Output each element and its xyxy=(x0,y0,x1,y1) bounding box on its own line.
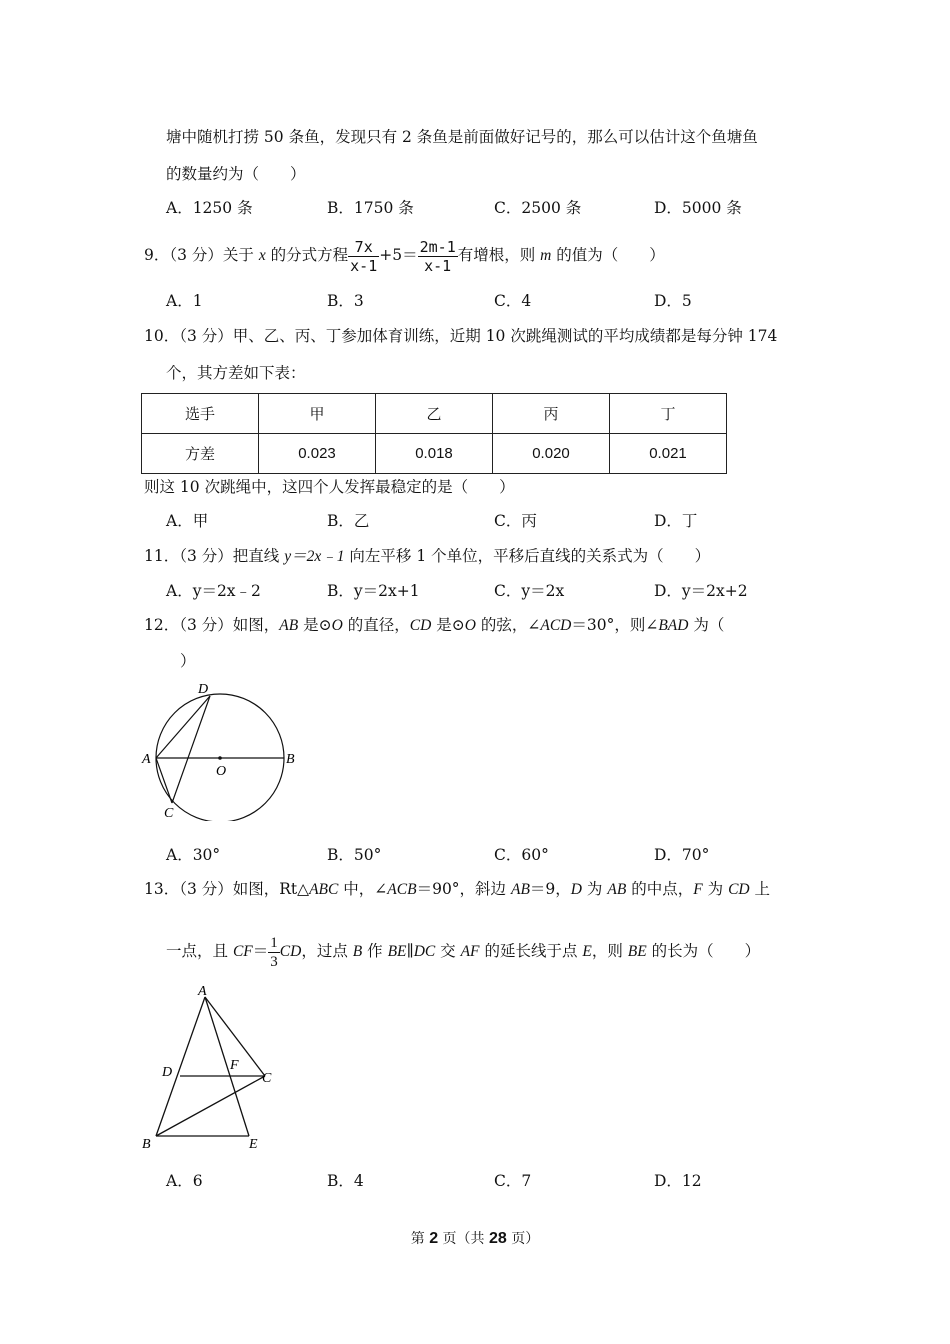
table-cell: 甲 xyxy=(259,394,376,434)
q13-var: CF xyxy=(232,943,253,960)
q11-option-b: B．y＝2x+1 xyxy=(327,582,420,600)
q11-option-a: A．y＝2x﹣2 xyxy=(166,582,261,600)
q12-text: ＝30°，则∠ xyxy=(571,616,659,634)
circle-figure xyxy=(138,676,308,821)
q10-option-c: C．丙 xyxy=(494,512,537,530)
q13-var: AB xyxy=(607,881,627,898)
total-pages: 28 xyxy=(489,1230,507,1247)
q13-text: 的中点， xyxy=(626,880,694,898)
table-header-row xyxy=(142,394,727,434)
q10-after-table: 则这 10 次跳绳中，这四个人发挥最稳定的是（ ） xyxy=(144,478,515,496)
q9-option-a: A．1 xyxy=(166,292,203,310)
q13-text: 一点，且 xyxy=(166,942,233,960)
q12-var: O xyxy=(331,617,343,634)
q11-prefix: 11．（3 分）把直线 xyxy=(144,547,285,565)
table-cell: 0.020 xyxy=(493,434,610,474)
q13-var: DC xyxy=(413,943,436,960)
q13-var: F xyxy=(693,881,703,898)
q11-stem xyxy=(144,545,710,568)
table-cell: 0.021 xyxy=(610,434,727,474)
label-c: C xyxy=(262,1071,272,1086)
q13-text: 为 xyxy=(582,880,608,898)
q13-var: CD xyxy=(279,943,302,960)
q9-plus5: +5＝ xyxy=(379,246,418,264)
q12-option-c: C．60° xyxy=(494,846,549,864)
q10-option-b: B．乙 xyxy=(327,512,370,530)
table-cell: 0.018 xyxy=(376,434,493,474)
segment-ae xyxy=(205,997,249,1136)
q12-text: 为（ xyxy=(688,616,725,634)
q13-option-b: B．4 xyxy=(327,1172,364,1190)
q9-fraction-1 xyxy=(348,238,379,275)
triangle-figure xyxy=(138,980,288,1155)
q13-var: ACB xyxy=(387,881,417,898)
q9-frac1-numerator: 7x xyxy=(348,238,379,257)
q13-text: ＝90°，斜边 xyxy=(416,880,511,898)
label-b: B xyxy=(142,1137,151,1152)
q10-option-a: A．甲 xyxy=(166,512,209,530)
q13-var: AF xyxy=(460,943,480,960)
q13-var: ABC xyxy=(309,881,339,898)
q9-fraction-2 xyxy=(418,238,458,275)
q13-var: BE xyxy=(387,943,407,960)
q12-option-a: A．30° xyxy=(166,846,221,864)
q9-suffix-a: 有增根，则 xyxy=(457,246,541,264)
label-f: F xyxy=(230,1058,239,1073)
q9-option-b: B．3 xyxy=(327,292,364,310)
q9-frac2-denominator: x-1 xyxy=(424,256,452,275)
q12-var: CD xyxy=(409,617,432,634)
q13-var: B xyxy=(352,943,363,960)
q13-text: ∥ xyxy=(406,942,414,960)
q13-var: BE xyxy=(627,943,647,960)
q13-option-d: D．12 xyxy=(654,1172,702,1190)
q13-text: ＝ xyxy=(252,942,269,960)
q8-option-d: D．5000 条 xyxy=(654,199,742,217)
q11-equation: y＝2x﹣1 xyxy=(284,548,345,565)
q11-suffix: 向左平移 1 个单位，平移后直线的关系式为（ ） xyxy=(344,547,711,565)
q12-text: 的弦，∠ xyxy=(475,616,541,634)
table-cell: 丁 xyxy=(610,394,727,434)
q13-var: CD xyxy=(728,881,750,898)
segment-bc xyxy=(156,1076,265,1136)
q13-text: 的延长线于点 xyxy=(479,942,583,960)
q12-text: 12．（3 分）如图， xyxy=(144,616,280,634)
page-number: 2 xyxy=(429,1230,439,1247)
q12-text: 的直径， xyxy=(342,616,410,634)
q13-text: 交 xyxy=(435,942,461,960)
q13-text: 中，∠ xyxy=(338,880,388,898)
q12-option-b: B．50° xyxy=(327,846,382,864)
q9-var-x: x xyxy=(258,247,266,264)
q13-line2 xyxy=(166,929,760,974)
q13-text: ，过点 xyxy=(301,942,353,960)
q9-prefix: 9．（3 分）关于 xyxy=(144,246,259,264)
footer-text: 页） xyxy=(506,1231,540,1247)
center-point xyxy=(218,756,222,760)
q13-text: 为 xyxy=(702,880,729,898)
q13-text: ，则 xyxy=(591,942,628,960)
q8-option-c: C．2500 条 xyxy=(494,199,582,217)
q13-frac-numerator: 1 xyxy=(270,934,278,951)
label-a: A xyxy=(198,984,207,999)
q9-stem xyxy=(144,233,665,278)
label-o: O xyxy=(216,764,227,779)
q9-mid: 的分式方程 xyxy=(265,246,349,264)
variance-table xyxy=(141,393,727,474)
q8-line2: 的数量约为（ ） xyxy=(166,165,306,183)
table-cell: 方差 xyxy=(142,434,259,474)
q12-var: ACD xyxy=(540,617,572,634)
q12-var: BAD xyxy=(658,617,689,634)
q12-line2: ） xyxy=(180,652,196,670)
q12-line1 xyxy=(144,614,724,637)
chord-cd xyxy=(172,696,210,803)
q11-option-c: C．y＝2x xyxy=(494,582,565,600)
q13-frac-denominator: 3 xyxy=(270,953,278,970)
q10-line1: 10．（3 分）甲、乙、丙、丁参加体育训练，近期 10 次跳绳测试的平均成绩都是每分钟 174 xyxy=(144,327,778,345)
q9-suffix-b: 的值为（ ） xyxy=(551,246,665,264)
table-cell: 0.023 xyxy=(259,434,376,474)
label-d: D xyxy=(198,682,209,697)
q10-option-d: D．丁 xyxy=(654,512,698,530)
q12-option-d: D．70° xyxy=(654,846,710,864)
q13-var: D xyxy=(570,881,582,898)
q13-text: 13．（3 分）如图，Rt△ xyxy=(144,880,310,898)
footer-text: 第 xyxy=(410,1231,430,1247)
q13-text: 的长为（ ） xyxy=(646,942,761,960)
q9-frac2-numerator: 2m-1 xyxy=(419,237,456,256)
q13-text: 上 xyxy=(749,880,771,898)
table-cell: 丙 xyxy=(493,394,610,434)
q12-text: 是⊙ xyxy=(298,616,332,634)
table-row xyxy=(142,434,727,474)
q13-option-a: A．6 xyxy=(166,1172,203,1190)
label-e: E xyxy=(249,1137,258,1152)
q13-line1 xyxy=(144,878,770,901)
q10-line2: 个，其方差如下表： xyxy=(166,364,306,382)
q9-option-d: D．5 xyxy=(654,292,692,310)
table-cell: 乙 xyxy=(376,394,493,434)
q12-text: 是⊙ xyxy=(431,616,465,634)
chord-ac xyxy=(156,758,172,803)
label-a: A xyxy=(142,752,151,767)
table-cell: 选手 xyxy=(142,394,259,434)
q12-var: AB xyxy=(279,617,299,634)
q8-option-a: A．1250 条 xyxy=(166,199,253,217)
q11-option-d: D．y＝2x+2 xyxy=(654,582,748,600)
page-footer xyxy=(0,1228,950,1248)
q13-fraction xyxy=(268,934,280,971)
q9-var-m: m xyxy=(540,247,552,264)
q9-option-c: C．4 xyxy=(494,292,532,310)
q8-option-b: B．1750 条 xyxy=(327,199,414,217)
q8-line1: 塘中随机打捞 50 条鱼，发现只有 2 条鱼是前面做好记号的，那么可以估计这个鱼塘鱼 xyxy=(166,128,758,146)
label-d: D xyxy=(162,1065,173,1080)
q13-text: ＝9， xyxy=(529,880,571,898)
footer-text: 页（共 xyxy=(438,1231,489,1247)
q13-var: E xyxy=(582,943,592,960)
q9-frac1-denominator: x-1 xyxy=(350,256,378,275)
q13-var: AB xyxy=(510,881,530,898)
label-c: C xyxy=(164,806,174,821)
label-b: B xyxy=(286,752,295,767)
q12-var: O xyxy=(464,617,476,634)
q13-option-c: C．7 xyxy=(494,1172,532,1190)
q13-text: 作 xyxy=(362,942,388,960)
